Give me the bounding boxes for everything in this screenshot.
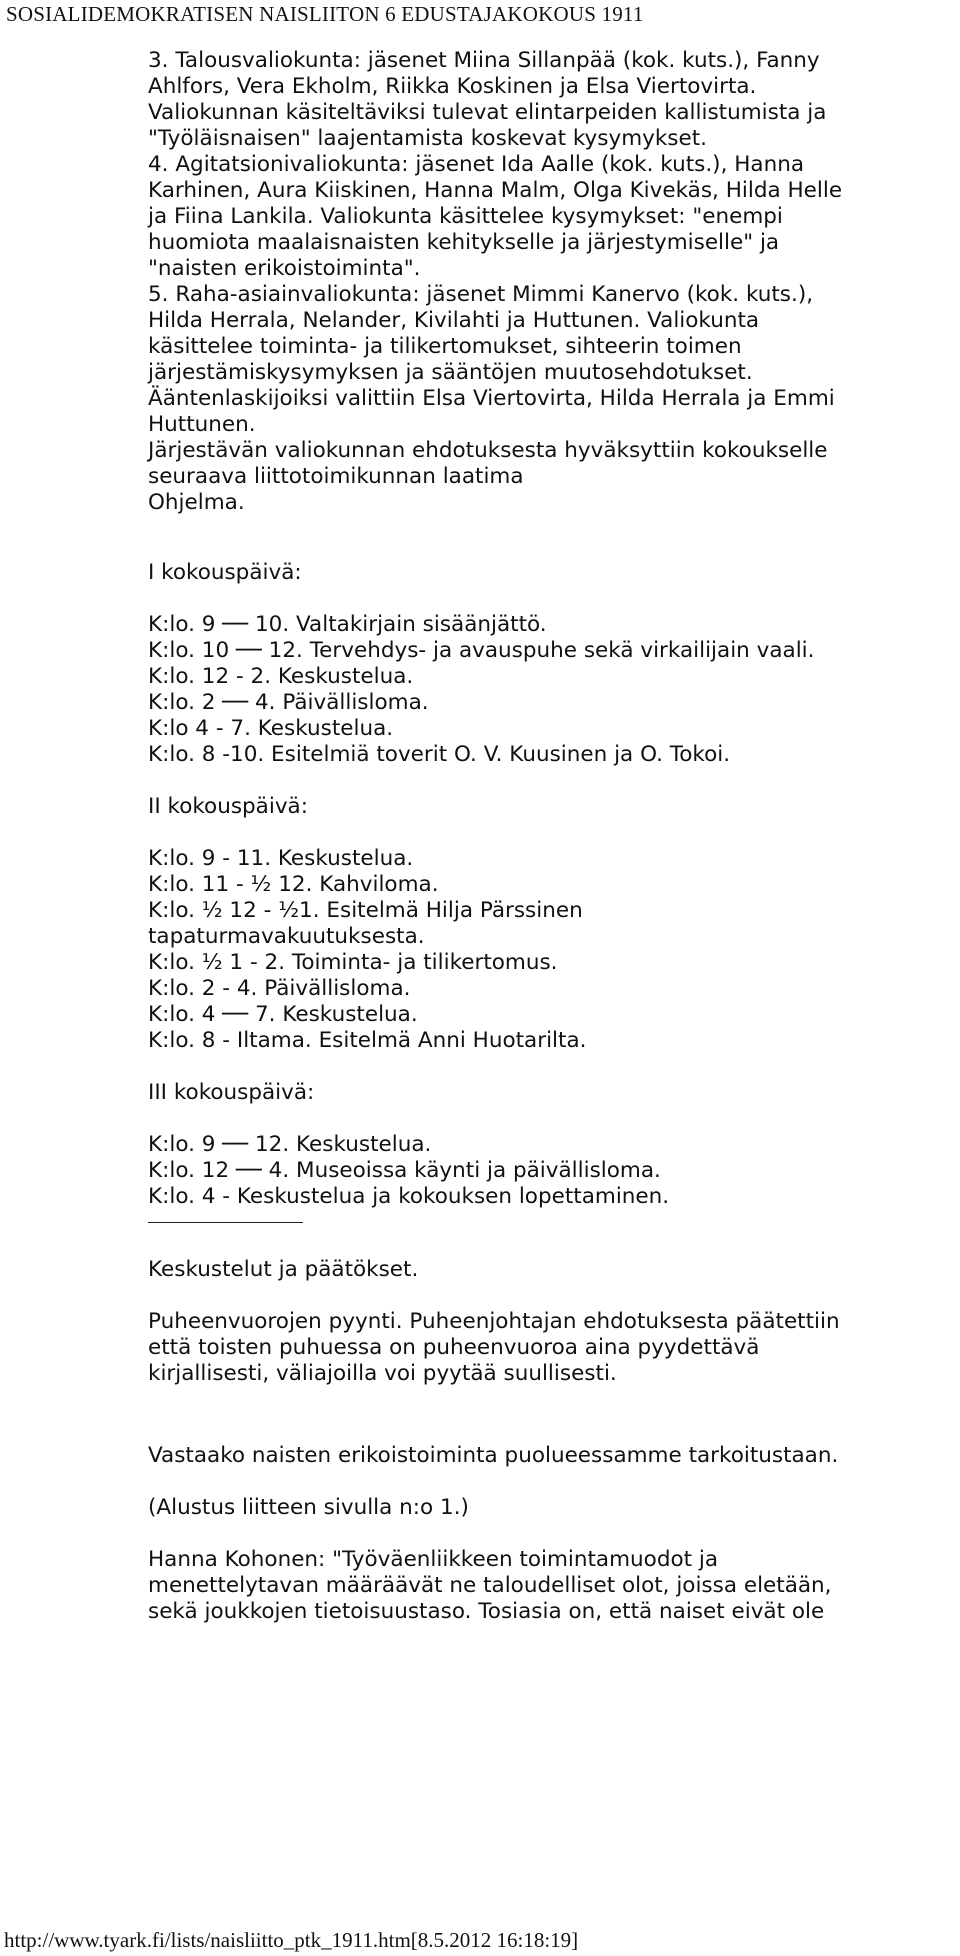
text-line: II kokouspäivä: <box>148 794 308 819</box>
text-line: seuraava liittotoimikunnan laatima <box>148 464 524 489</box>
text-line: K:lo. 9 ── 10. Valtakirjain sisäänjättö. <box>148 612 547 637</box>
text-line: Ääntenlaskijoiksi valittiin Elsa Viertovirta, Hilda Herrala ja Emmi <box>148 386 835 411</box>
text-line: "naisten erikoistoiminta". <box>148 256 421 281</box>
text-line: sekä joukkojen tietoisuustaso. Tosiasia on, että naiset eivät ole <box>148 1599 825 1624</box>
paragraph-spacer <box>148 1283 953 1309</box>
text-line: K:lo. 12 - 2. Keskustelua. <box>148 664 414 689</box>
text-block <box>148 1132 953 1210</box>
text-line: Ohjelma. <box>148 490 245 515</box>
text-line: huomiota maalaisnaisten kehitykselle ja järjestymiselle" ja <box>148 230 780 255</box>
page-footer-url: http://www.tyark.fi/lists/naisliitto_ptk_1911.htm[8.5.2012 16:18:19] <box>4 1928 579 1952</box>
text-line: K:lo. 4 ── 7. Keskustelua. <box>148 1002 418 1027</box>
text-block <box>148 1257 953 1283</box>
text-line: K:lo. 8 -10. Esitelmiä toverit O. V. Kuusinen ja O. Tokoi. <box>148 742 731 767</box>
document-body <box>148 48 953 1625</box>
text-line: (Alustus liitteen sivulla n:o 1.) <box>148 1495 469 1520</box>
text-line: 4. Agitatsionivaliokunta: jäsenet Ida Aalle (kok. kuts.), Hanna <box>148 152 805 177</box>
text-line: K:lo. 9 - 11. Keskustelua. <box>148 846 414 871</box>
text-line: K:lo. 8 - Iltama. Esitelmä Anni Huotarilta. <box>148 1028 587 1053</box>
text-line: K:lo. ½ 1 - 2. Toiminta- ja tilikertomus. <box>148 950 558 975</box>
text-line: Vastaako naisten erikoistoiminta puolueessamme tarkoitustaan. <box>148 1443 839 1468</box>
text-block <box>148 560 953 586</box>
text-line: Puheenvuorojen pyynti. Puheenjohtajan ehdotuksesta päätettiin <box>148 1309 840 1334</box>
text-line: K:lo. 12 ── 4. Museoissa käynti ja päivällisloma. <box>148 1158 661 1183</box>
text-line: että toisten puhuessa on puheenvuoroa aina pyydettävä <box>148 1335 760 1360</box>
text-line: K:lo 4 - 7. Keskustelua. <box>148 716 394 741</box>
text-block <box>148 1309 953 1387</box>
text-line: III kokouspäivä: <box>148 1080 315 1105</box>
paragraph-spacer <box>148 1387 953 1443</box>
text-block <box>148 48 953 516</box>
text-line: Ahlfors, Vera Ekholm, Riikka Koskinen ja Elsa Viertovirta. <box>148 74 757 99</box>
text-line: K:lo. 4 - Keskustelua ja kokouksen lopettaminen. <box>148 1184 670 1209</box>
page-header-title: SOSIALIDEMOKRATISEN NAISLIITON 6 EDUSTAJAKOKOUS 1911 <box>6 2 644 26</box>
text-block <box>148 612 953 768</box>
text-line: Hanna Kohonen: "Työväenliikkeen toimintamuodot ja <box>148 1547 719 1572</box>
text-line: K:lo. 2 - 4. Päivällisloma. <box>148 976 411 1001</box>
paragraph-spacer <box>148 1106 953 1132</box>
text-line: K:lo. 10 ── 12. Tervehdys- ja avauspuhe sekä virkailijain vaali. <box>148 638 815 663</box>
text-block <box>148 846 953 1054</box>
text-block <box>148 1080 953 1106</box>
text-block <box>148 1547 953 1625</box>
text-line: Huttunen. <box>148 412 256 437</box>
text-line: ja Fiina Lankila. Valiokunta käsittelee kysymykset: "enempi <box>148 204 783 229</box>
text-block <box>148 1443 953 1469</box>
paragraph-spacer <box>148 1054 953 1080</box>
text-line: "Työläisnaisen" laajentamista koskevat kysymykset. <box>148 126 707 151</box>
text-line: K:lo. 9 ── 12. Keskustelua. <box>148 1132 432 1157</box>
text-line: K:lo. 11 - ½ 12. Kahviloma. <box>148 872 439 897</box>
text-line: Keskustelut ja päätökset. <box>148 1257 419 1282</box>
text-line: käsittelee toiminta- ja tilikertomukset, sihteerin toimen <box>148 334 742 359</box>
text-line: 3. Talousvaliokunta: jäsenet Miina Sillanpää (kok. kuts.), Fanny <box>148 48 820 73</box>
text-line: menettelytavan määräävät ne taloudelliset olot, joissa eletään, <box>148 1573 832 1598</box>
text-line: 5. Raha-asiainvaliokunta: jäsenet Mimmi Kanervo (kok. kuts.), <box>148 282 814 307</box>
text-line: I kokouspäivä: <box>148 560 302 585</box>
text-line: Järjestävän valiokunnan ehdotuksesta hyväksyttiin kokoukselle <box>148 438 828 463</box>
paragraph-spacer <box>148 586 953 612</box>
text-line: Hilda Herrala, Nelander, Kivilahti ja Huttunen. Valiokunta <box>148 308 760 333</box>
text-line: K:lo. 2 ── 4. Päivällisloma. <box>148 690 429 715</box>
text-block <box>148 794 953 820</box>
section-divider <box>148 1222 303 1223</box>
text-line: tapaturmavakuutuksesta. <box>148 924 425 949</box>
text-line: kirjallisesti, väliajoilla voi pyytää suullisesti. <box>148 1361 617 1386</box>
paragraph-spacer <box>148 1521 953 1547</box>
paragraph-spacer <box>148 768 953 794</box>
text-line: K:lo. ½ 12 - ½1. Esitelmä Hilja Pärssinen <box>148 898 583 923</box>
paragraph-spacer <box>148 820 953 846</box>
paragraph-spacer <box>148 1469 953 1495</box>
paragraph-spacer <box>148 516 953 560</box>
text-line: Valiokunnan käsiteltäviksi tulevat elintarpeiden kallistumista ja <box>148 100 827 125</box>
text-line: Karhinen, Aura Kiiskinen, Hanna Malm, Olga Kivekäs, Hilda Helle <box>148 178 843 203</box>
text-line: järjestämiskysymyksen ja sääntöjen muutosehdotukset. <box>148 360 753 385</box>
text-block <box>148 1495 953 1521</box>
